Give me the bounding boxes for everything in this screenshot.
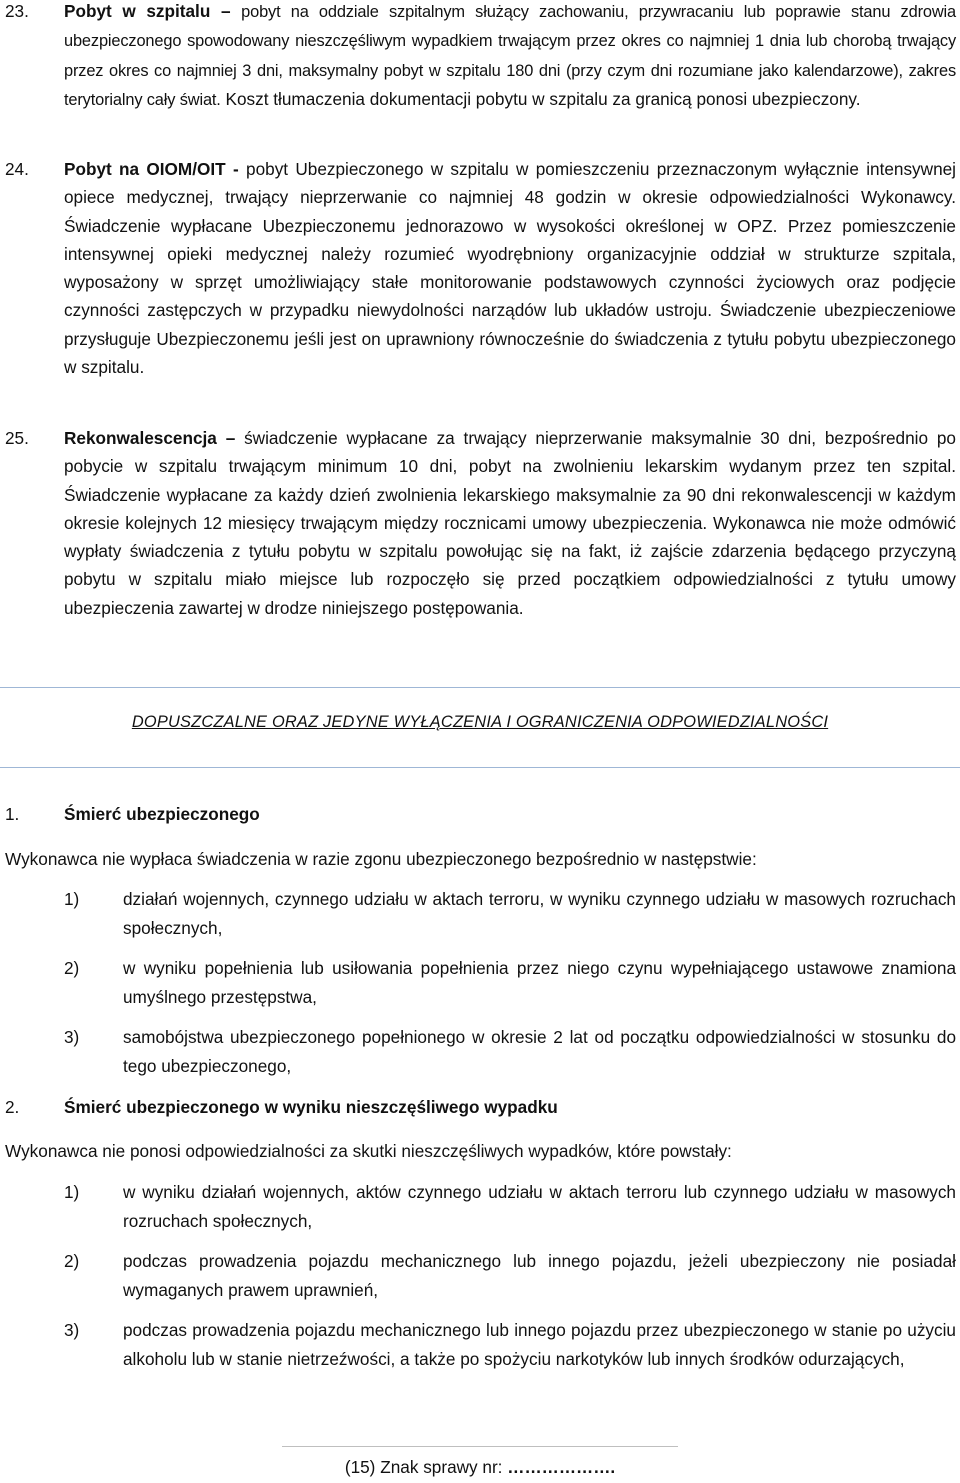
item-number: 25. bbox=[5, 428, 29, 448]
section-heading: DOPUSZCZALNE ORAZ JEDYNE WYŁĄCZENIA I OGRANICZENIA ODPOWIEDZIALNOŚCI bbox=[131, 713, 829, 731]
item-text: pobyt Ubezpieczonego w szpitalu w pomieszczeniu przeznaczonym wyłącznie intensywnej opiece medycznej, trwający nieprzerwanie co najmniej 48 godzin w okresie odpowiedzialności Wykonawcy. Świadczenie wypłacane Ubezpieczonemu jednorazowo w wysokości określonej w OPZ. bbox=[64, 159, 957, 236]
point-text: działań wojennych, czynnego udziału w aktach terroru, w wyniku czynnego udziału w masowych rozruchach społecznych, bbox=[123, 889, 956, 938]
point-text: podczas prowadzenia pojazdu mechanicznego lub innego pojazdu przez ubezpieczonego w stanie po użyciu alkoholu lub w stanie nietrzeźwości, a także po spożyciu narkotyków lub innych środków odurzających, bbox=[123, 1320, 956, 1369]
definition-item-24 bbox=[0, 155, 956, 381]
item-text: pobyt na oddziale szpitalnym służący zachowaniu, przywracaniu lub poprawie stanu zdrowia ubezpieczonego spowodowany nieszczęśliwym wypadkiem trwającym przez okres co najmniej 1 dnia lub chorobą trwający przez okres co najmniej 3 dni, maksymalny pobyt w szpitalu 180 dni (przy czym dni rozumiane jako kalendarzowe), zakres terytorialny cały świat. bbox=[64, 3, 956, 109]
point-number: 1) bbox=[64, 889, 80, 909]
item-title: Pobyt w szpitalu bbox=[64, 1, 211, 21]
section-title: Śmierć ubezpieczonego w wyniku nieszczęśliwego wypadku bbox=[64, 1097, 558, 1117]
exclusion-point bbox=[64, 885, 956, 942]
page-number: (15) bbox=[344, 1457, 376, 1477]
section-intro: Wykonawca nie wypłaca świadczenia w razie zgonu ubezpieczonego bezpośrednio w następstwie: bbox=[5, 849, 757, 869]
exclusion-point bbox=[64, 1316, 956, 1373]
item-dash: – bbox=[220, 1, 231, 21]
item-title: Pobyt na OIOM/OIT - bbox=[64, 159, 239, 179]
item-title: Rekonwalescencja bbox=[64, 428, 217, 448]
exclusion-section-1-title bbox=[5, 800, 260, 828]
point-number: 3) bbox=[64, 1027, 80, 1047]
item-extra-text: Koszt tłumaczenia dokumentacji pobytu w szpitalu za granicą ponosi ubezpieczony. bbox=[225, 88, 861, 109]
point-text: w wyniku działań wojennych, aktów czynnego udziału w aktach terroru lub czynnego udziału w masowych rozruchach społecznych, bbox=[123, 1182, 956, 1231]
section-intro: Wykonawca nie ponosi odpowiedzialności za skutki nieszczęśliwych wypadków, które powstały: bbox=[5, 1141, 732, 1161]
page-footer bbox=[0, 1454, 960, 1480]
section-number: 1. bbox=[5, 804, 20, 824]
point-number: 2) bbox=[64, 1251, 80, 1271]
point-text: podczas prowadzenia pojazdu mechanicznego lub innego pojazdu, jeżeli ubezpieczony nie posiadał wymaganych prawem uprawnień, bbox=[123, 1251, 956, 1300]
item-number: 23. bbox=[5, 1, 29, 21]
point-number: 2) bbox=[64, 958, 80, 978]
definition-item-23 bbox=[0, 0, 956, 114]
exclusion-point bbox=[64, 1023, 956, 1080]
section-number: 2. bbox=[5, 1097, 20, 1117]
definition-item-25 bbox=[0, 424, 956, 622]
exclusion-point bbox=[64, 954, 956, 1011]
case-number-label: Znak sprawy nr: bbox=[380, 1457, 503, 1477]
point-text: samobójstwa ubezpieczonego popełnionego w okresie 2 lat od początku odpowiedzialności w stosunku do tego ubezpieczonego, bbox=[123, 1027, 956, 1076]
item-extra-text: Przez pomieszczenie intensywnej opieki medycznej należy rozumieć wyodrębniony organizacyjnie oddział w strukturze szpitala, wyposażony w sprzęt umożliwiający stałe monitorowanie podstawowych czynności życiowych oraz podjęcie czynności zastępczych w przypadku niewydolności narządów lub układów ustroju. Świadczenie ubezpieczeniowe przysługuje Ubezpieczonemu jeśli jest on uprawniony równocześnie do świadczenia z tytułu pobytu ubezpieczonego w szpitalu. bbox=[64, 215, 956, 378]
item-text: świadczenie wypłacane za trwający nieprzerwanie maksymalnie 30 dni, bezpośrednio po pobycie w szpitalu trwającym minimum 10 dni, pobyt na zwolnieniu lekarskim wydanym przez ten szpital. Świadczenie wypłacane za każdy dzień zwolnienia lekarskiego maksymalnie za 90 dni rekonwalescencji w każdym okresie kolejnych 12 miesięcy trwającym między rocznicami umowy ubezpieczenia. Wykonawca nie może odmówić wypłaty świadczenia z tytułu pobytu w szpitalu powołując się na fakt, iż zajście zdarzenia będącego przyczyną pobytu w szpitalu miało miejsce lub rozpoczęło się przed początkiem odpowiedzialności z tytułu umowy ubezpieczenia zawartej w drodze niniejszego postępowania. bbox=[64, 428, 956, 618]
section-divider-top bbox=[0, 687, 960, 688]
point-number: 1) bbox=[64, 1182, 80, 1202]
section-title: Śmierć ubezpieczonego bbox=[64, 804, 260, 824]
exclusion-point bbox=[64, 1247, 956, 1304]
section-divider-bottom bbox=[0, 767, 960, 768]
item-dash: – bbox=[225, 428, 236, 448]
case-number-value: ………………. bbox=[507, 1457, 616, 1477]
point-number: 3) bbox=[64, 1320, 80, 1340]
footer-divider bbox=[282, 1446, 678, 1447]
item-number: 24. bbox=[5, 159, 29, 179]
exclusion-section-2-title bbox=[5, 1093, 558, 1121]
point-text: w wyniku popełnienia lub usiłowania popełnienia przez niego czynu wypełniającego ustawowe znamiona umyślnego przestępstwa, bbox=[123, 958, 956, 1007]
exclusion-point bbox=[64, 1178, 956, 1235]
